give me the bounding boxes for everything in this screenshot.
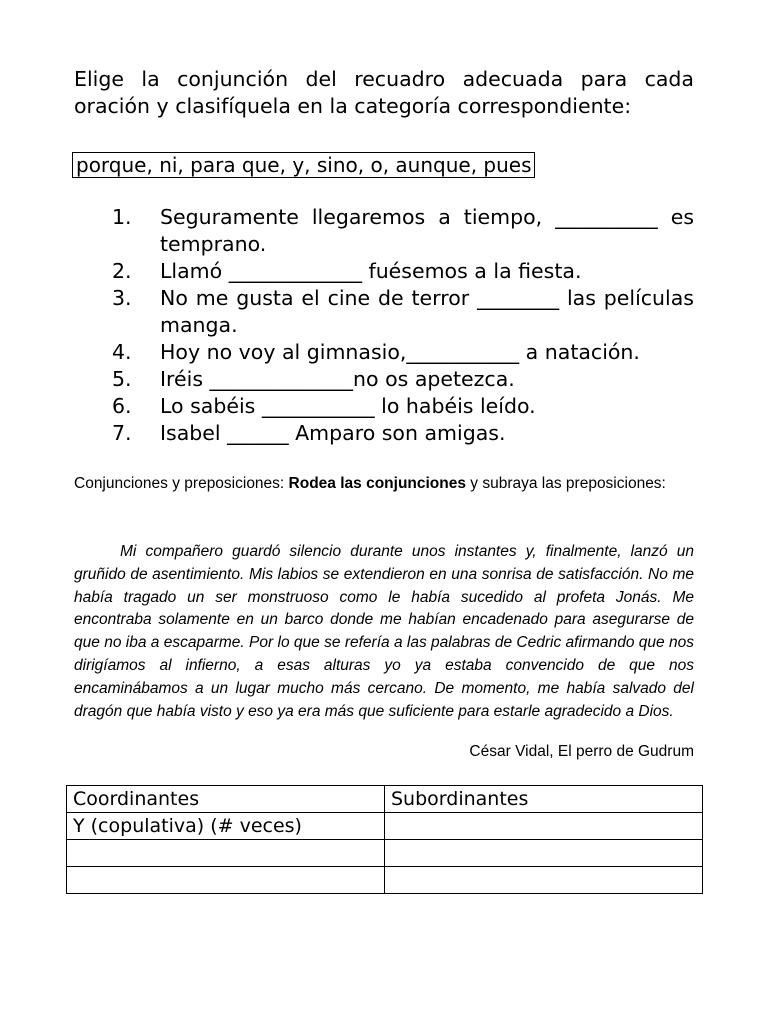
sentence-text: No me gusta el cine de terror ________ las películas manga. — [160, 286, 694, 337]
sentence-item — [74, 420, 694, 447]
sentence-item — [74, 339, 694, 366]
sentence-item — [74, 204, 694, 258]
sentence-text: Seguramente llegaremos a tiempo, __________ es temprano. — [160, 205, 694, 256]
sentence-number: 6. — [112, 394, 132, 418]
passage-source: César Vidal, El perro de Gudrum — [469, 743, 694, 760]
sentence-number: 4. — [112, 340, 132, 364]
sentence-text: Iréis ______________no os apetezca. — [160, 367, 515, 391]
table-header-row — [67, 786, 703, 813]
sentence-number: 1. — [112, 205, 132, 229]
sentence-text: Hoy no voy al gimnasio,___________ a natación. — [160, 340, 640, 364]
table-cell[interactable] — [67, 840, 385, 867]
exercise2-intro-start: Conjunciones y preposiciones: — [74, 475, 289, 492]
sentence-number: 7. — [112, 421, 132, 445]
sentence-item — [74, 393, 694, 420]
exercise2-intro-end: y subraya las preposiciones: — [465, 475, 666, 492]
sentence-list — [74, 204, 694, 447]
table-row — [67, 840, 703, 867]
instructions-text: Elige la conjunción del recuadro adecuada para cada oración y clasifíquela en la categoría correspondiente: — [74, 67, 694, 118]
table-cell[interactable] — [385, 813, 703, 840]
table-row — [67, 813, 703, 840]
sentence-text: Lo sabéis ___________ lo habéis leído. — [160, 394, 536, 418]
table-cell[interactable] — [385, 867, 703, 894]
sentence-text: Llamó _____________ fuésemos a la fiesta. — [160, 259, 582, 283]
exercise2-intro-bold: Rodea las conjunciones — [288, 475, 466, 492]
reading-passage: Mi compañero guardó silencio durante unos instantes y, finalmente, lanzó un gruñido de asentimiento. Mis labios se extendieron en una sonrisa de satisfacción. No me había tragado un ser monstruoso como le había sucedido al profeta Jonás. Me encontraba solamente en un barco donde me habían encadenado para asegurarse de que no iba a escaparme. Por lo que se refería a las palabras de Cedric afirmando que nos dirigíamos al infierno, a esas alturas yo ya estaba convencido de que nos encaminábamos a un lugar mucho más cercano. De momento, me había salvado del dragón que había visto y eso ya era más que suficiente para estarle agradecido a Dios. — [74, 543, 694, 720]
sentence-number: 3. — [112, 286, 132, 310]
sentence-item — [74, 285, 694, 339]
sentence-text: Isabel ______ Amparo son amigas. — [160, 421, 506, 445]
table-cell[interactable] — [385, 840, 703, 867]
table-row — [67, 867, 703, 894]
column-header-coordinantes: Coordinantes — [67, 786, 385, 813]
sentence-item — [74, 258, 694, 285]
sentence-number: 2. — [112, 259, 132, 283]
sentence-item — [74, 366, 694, 393]
column-header-subordinantes: Subordinantes — [385, 786, 703, 813]
conjunction-word-box: porque, ni, para que, y, sino, o, aunque, pues — [72, 152, 535, 178]
table-cell[interactable]: Y (copulativa) (# veces) — [67, 813, 385, 840]
classification-table — [66, 785, 703, 894]
sentence-number: 5. — [112, 367, 132, 391]
table-cell[interactable] — [67, 867, 385, 894]
exercise2-instructions — [74, 473, 694, 494]
